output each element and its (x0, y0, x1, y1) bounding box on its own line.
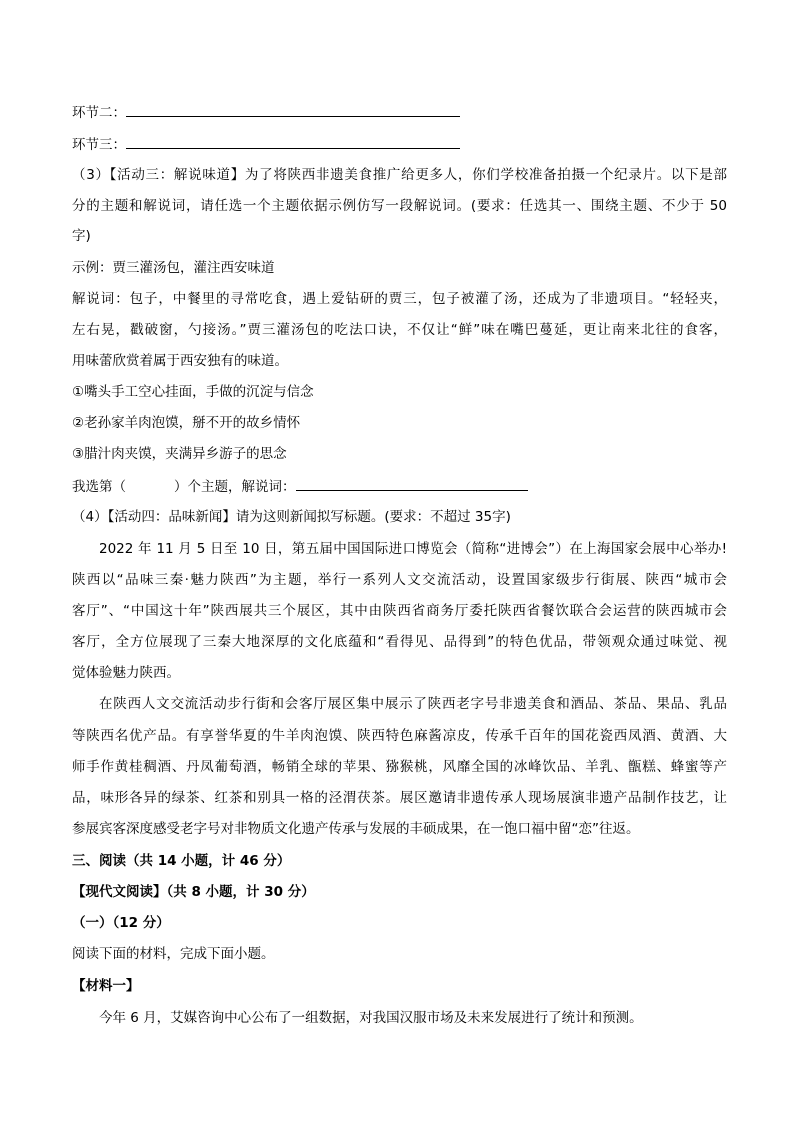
news-p1-line: 客厅”、“中国这十年”陕西展共三个展区，其中由陕西省商务厅委托陕西省餐饮联合会运营的陕西城市会 (72, 603, 727, 619)
link3-line (72, 134, 727, 155)
example-title: 示例：贾三灌汤包，灌注西安味道 (72, 260, 275, 276)
theme-option-1: ①嘴头手工空心挂面，手做的沉淀与信念 (72, 384, 314, 400)
commentary-answer-blank[interactable] (296, 476, 528, 491)
link3-label: 环节三： (72, 137, 126, 153)
theme-option-2: ②老孙家羊肉泡馍，掰不开的故乡情怀 (72, 415, 301, 431)
choice-prefix: 我选第（ (72, 479, 126, 495)
news-p1-line: 陕西以“品味三秦·魅力陕西”为主题，举行一系列人文交流活动，设置国家级步行街展、陕西“城市会 (72, 572, 727, 588)
news-p2-line: 品，味形各异的绿茶、红茶和别具一格的泾渭茯茶。展区邀请非遗传承人现场展演非遗产品制作技艺，让 (72, 790, 727, 806)
commentary-line-1: 解说词：包子，中餐里的寻常吃食，遇上爱钻研的贾三，包子被灌了汤，还成为了非遗项目。“轻轻夹， (72, 291, 727, 307)
commentary-line-2: 左右晃，戳破窗，勺接汤。”贾三灌汤包的吃法口诀，不仅让“鲜”味在嘴巴蔓延，更让南来北往的食客， (72, 322, 727, 338)
news-p2-line: 在陕西人文交流活动步行街和会客厅展区集中展示了陕西老字号非遗美食和酒品、茶品、果品、乳品 (99, 696, 727, 712)
q4-prompt: （4）【活动四：品味新闻】请为这则新闻拟写标题。(要求：不超过 35字) (72, 509, 511, 525)
choice-suffix: ）个主题，解说词： (174, 479, 296, 495)
modern-reading-heading: 【现代文阅读】（共 8 小题，计 30 分） (72, 884, 315, 900)
news-p1-line: 2022 年 11 月 5 日至 10 日，第五届中国国际进口博览会（简称“进博会”）在上海国家会展中心举办! (99, 541, 727, 557)
link2-answer-blank[interactable] (126, 102, 460, 117)
news-p2-line: 等陕西名优产品。有享誉华夏的牛羊肉泡馍、陕西特色麻酱凉皮，传承千百年的国花瓷西凤酒、黄酒、大 (72, 728, 727, 744)
material-1-text: 今年 6 月，艾媒咨询中心公布了一组数据，对我国汉服市场及未来发展进行了统计和预测。 (99, 1010, 643, 1026)
part3-heading: 三、阅读（共 14 小题，计 46 分） (72, 853, 291, 869)
link3-answer-blank[interactable] (126, 134, 460, 149)
reading-instruction: 阅读下面的材料，完成下面小题。 (72, 946, 275, 962)
q3-prompt-line-2: 分的主题和解说词，请任选一个主题依据示例仿写一段解说词。(要求：任选其一、围绕主题、不少于 50 (72, 198, 727, 214)
commentary-line-3: 用味蕾欣赏着属于西安独有的味道。 (72, 353, 288, 369)
link2-line (72, 102, 727, 123)
material-1-label: 【材料一】 (72, 978, 140, 994)
link2-label: 环节二： (72, 105, 126, 121)
news-p2-line: 参展宾客深度感受老字号对非物质文化遗产传承与发展的丰硕成果，在一饱口福中留“恋”往返。 (72, 821, 640, 837)
q3-prompt-line-1: （3）【活动三：解说味道】为了将陕西非遗美食推广给更多人，你们学校准备拍摄一个纪录片。以下是部 (72, 167, 727, 183)
news-p1-line: 客厅，全方位展现了三秦大地深厚的文化底蕴和“看得见、品得到”的特色优品，带领观众通过味觉、视 (72, 634, 727, 650)
choice-line (72, 476, 727, 497)
subsection-1-heading: （一）（12 分） (72, 915, 170, 931)
news-p1-line: 觉体验魅力陕西。 (72, 665, 180, 681)
news-p2-line: 师手作黄桂稠酒、丹凤葡萄酒，畅销全球的苹果、猕猴桃，风靡全国的冰峰饮品、羊乳、甑糕、蜂蜜等产 (72, 759, 727, 775)
q3-prompt-line-3: 字) (72, 228, 91, 244)
theme-option-3: ③腊汁肉夹馍，夹满异乡游子的思念 (72, 446, 287, 462)
